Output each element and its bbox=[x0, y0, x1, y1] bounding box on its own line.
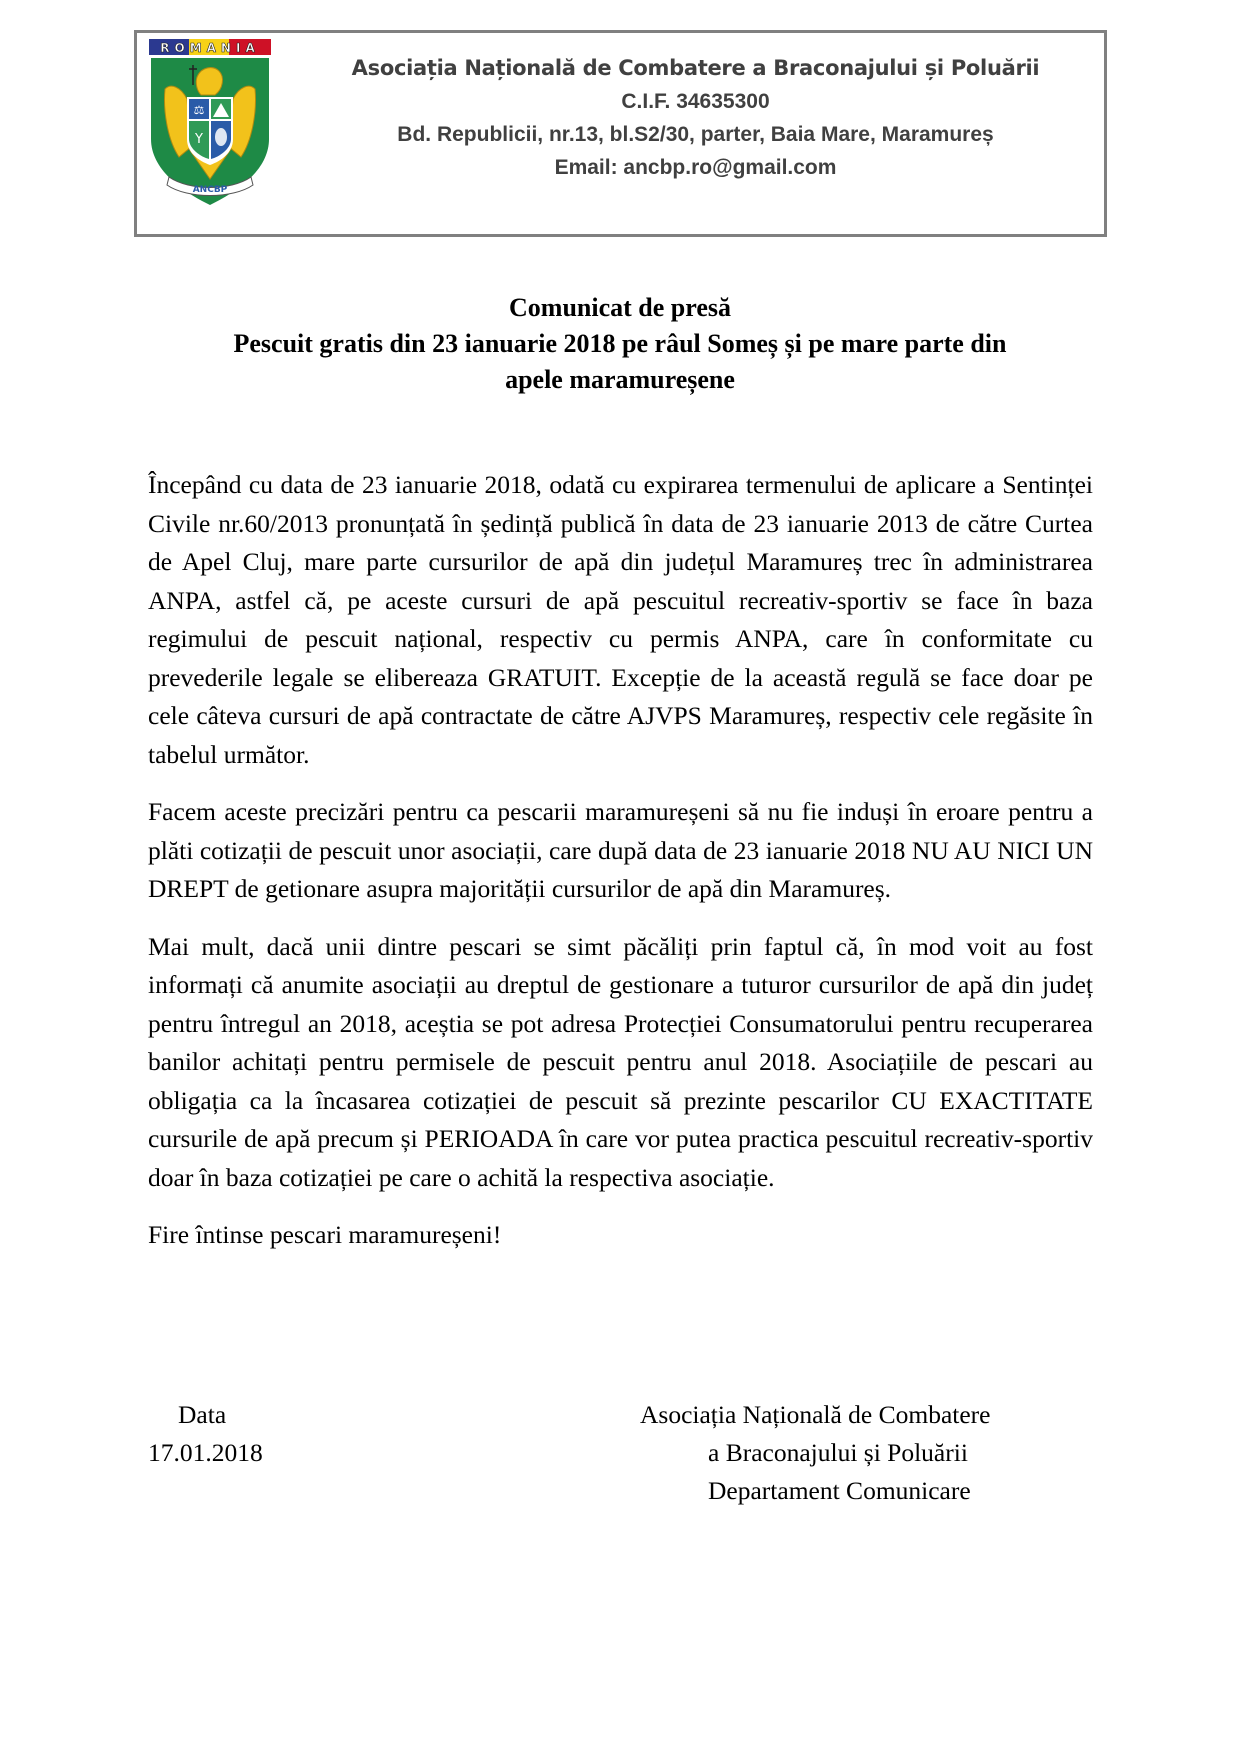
svg-text:⚖: ⚖ bbox=[193, 103, 205, 117]
coat-of-arms-icon bbox=[149, 39, 271, 207]
organization-name: Asociația Națională de Combatere a Braconajului și Poluării bbox=[351, 56, 1040, 80]
svg-text:ANCBP: ANCBP bbox=[192, 185, 228, 195]
title-heading: Comunicat de presă bbox=[509, 293, 731, 322]
date-label: Data bbox=[178, 1400, 227, 1429]
date-block bbox=[148, 1396, 263, 1472]
paragraph: Facem aceste precizări pentru ca pescarii maramureșeni să nu fie induși în eroare pentru a plăti cotizații de pescuit unor asociații, care după data de 23 ianuarie 2018 NU AU NICI UN DREPT de getionare asupra majorității cursurilor de apă din Maramureș. bbox=[148, 797, 1093, 903]
cif-number: C.I.F. 34635300 bbox=[621, 90, 770, 113]
press-release-title bbox=[120, 290, 1120, 398]
title-subject-line2: apele maramureșene bbox=[505, 365, 735, 394]
date-value: 17.01.2018 bbox=[148, 1438, 263, 1467]
signature-line2: a Braconajului și Poluării bbox=[708, 1438, 968, 1467]
signature-line1: Asociația Națională de Combatere bbox=[640, 1400, 991, 1429]
letterhead-text bbox=[287, 51, 1104, 184]
paragraph: Mai mult, dacă unii dintre pescari se simt păcăliți prin faptul că, în mod voit au fost informați că anumite asociații au dreptul de gestionare a tuturor cursurilor de apă din județ pentru întregul an 2018, aceștia se pot adresa Protecției Consumatorului pentru recuperarea banilor achitați pentru permisele de pescuit pentru anul 2018. Asociațiile de pescari au obligația ca la încasarea cotizației de pescuit să prezinte pescarilor CU EXACTITATE cursurile de apă precum și PERIOADA în care vor putea practica pescuitul recreativ-sportiv doar în baza cotizației pe care o achită la respectiva asociație. bbox=[148, 931, 1093, 1192]
closing-greeting: Fire întinse pescari maramureșeni! bbox=[148, 1220, 502, 1249]
letterhead-box bbox=[134, 30, 1107, 237]
svg-text:ROMANIA: ROMANIA bbox=[160, 41, 260, 55]
paragraph: Începând cu data de 23 ianuarie 2018, odată cu expirarea termenului de aplicare a Sentinței Civile nr.60/2013 pronunțată în ședință publică în data de 23 ianuarie 2013 de către Curtea de Apel Cluj, mare parte cursurilor de apă din județul Maramureș trec în administrarea ANPA, astfel că, pe aceste cursuri de apă pescuitul recreativ-sportiv se face în baza regimului de pescuit național, respectiv cu permis ANPA, care în conformitate cu prevederile legale se elibereaza GRATUIT. Excepție de la această regulă se face doar pe cele câteva cursuri de apă contractate de către AJVPS Maramureș, respectiv cele regăsite în tabelul următor. bbox=[148, 470, 1093, 769]
press-release-body bbox=[148, 466, 1093, 1274]
svg-text:Y: Y bbox=[195, 132, 203, 147]
address: Bd. Republicii, nr.13, bl.S2/30, parter, Baia Mare, Maramureș bbox=[397, 123, 994, 146]
signature-line3: Departament Comunicare bbox=[708, 1476, 971, 1505]
email: Email: ancbp.ro@gmail.com bbox=[554, 156, 837, 179]
signature-block bbox=[640, 1396, 991, 1510]
title-subject-line1: Pescuit gratis din 23 ianuarie 2018 pe râul Someș și pe mare parte din bbox=[233, 329, 1007, 358]
